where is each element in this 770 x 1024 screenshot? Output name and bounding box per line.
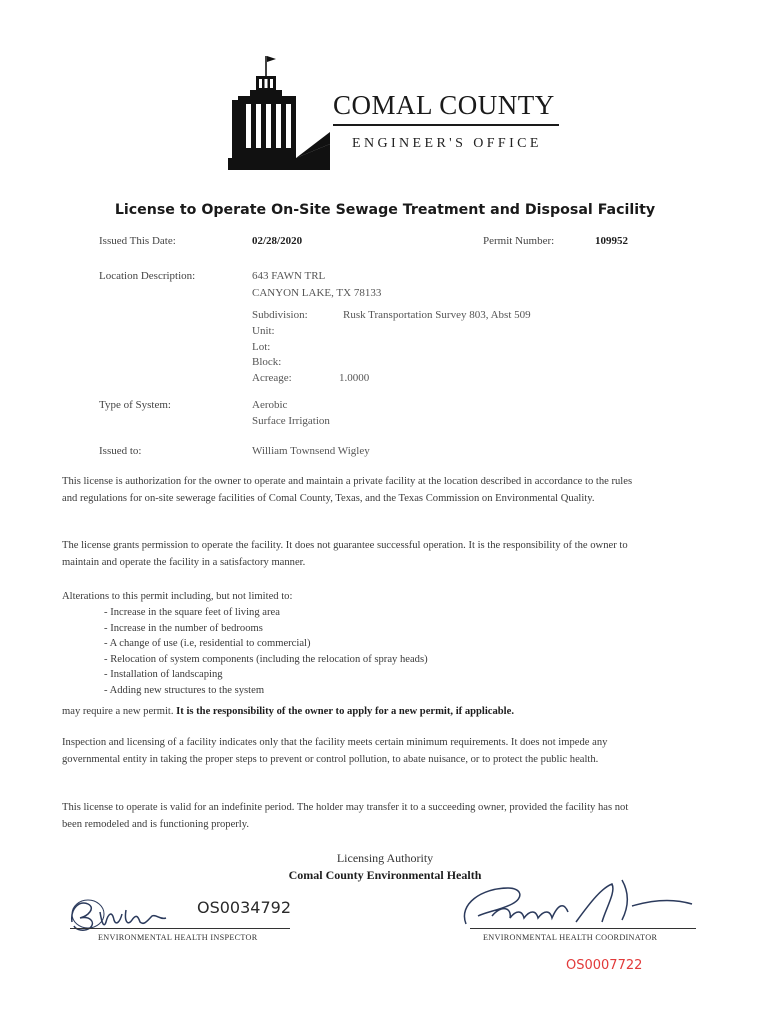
list-item: - A change of use (i.e, residential to commercial): [104, 636, 428, 652]
list-item: - Relocation of system components (including the relocation of spray heads): [104, 652, 428, 668]
document-title: License to Operate On-Site Sewage Treatment and Disposal Facility: [114, 202, 656, 218]
courthouse-logo-icon: [226, 52, 336, 176]
address-line2: CANYON LAKE, TX 78133: [252, 287, 382, 299]
validity-paragraph: This license to operate is valid for an indefinite period. The holder may transfer it to a succeeding owner, provided the facility has not been remodeled and is functioning properly.: [62, 802, 629, 830]
alterations-intro: Alterations to this permit including, but not limited to:: [62, 591, 293, 602]
list-item: - Increase in the number of bedrooms: [104, 621, 428, 637]
owner-responsibility-note: It is the responsibility of the owner to apply for a new permit, if applicable.: [176, 706, 514, 717]
office-name: ENGINEER'S OFFICE: [352, 136, 542, 151]
coordinator-code: OS0007722: [566, 958, 643, 973]
county-name: COMAL COUNTY: [333, 90, 555, 120]
block-label: Block:: [252, 356, 282, 368]
lot-label: Lot:: [252, 341, 271, 353]
coordinator-title: ENVIRONMENTAL HEALTH COORDINATOR: [483, 933, 658, 942]
alterations-list: [104, 605, 428, 699]
inspection-paragraph: Inspection and licensing of a facility indicates only that the facility meets certain minimum requirements. It does not impede any governmental entity in taking the proper steps to prevent or control pollution, to abate nuisance, or to protect the public health.: [62, 737, 608, 765]
acreage-value: 1.0000: [339, 372, 370, 384]
list-item: - Installation of landscaping: [104, 667, 428, 683]
subdivision-value: Rusk Transportation Survey 803, Abst 509: [343, 309, 531, 321]
system-type-label: Type of System:: [99, 399, 171, 411]
inspector-title: ENVIRONMENTAL HEALTH INSPECTOR: [98, 933, 258, 942]
coordinator-signature-line: [470, 928, 696, 929]
title-divider: [333, 124, 559, 126]
unit-label: Unit:: [252, 325, 275, 337]
permit-number-value: 109952: [595, 235, 628, 247]
system-type-line1: Aerobic: [252, 399, 288, 411]
permit-number-label: Permit Number:: [483, 235, 555, 247]
issued-date-label: Issued This Date:: [99, 235, 176, 247]
system-type-line2: Surface Irrigation: [252, 415, 330, 427]
inspector-signature-line: [70, 928, 290, 929]
issued-to-label: Issued to:: [99, 445, 142, 457]
authority-label: Licensing Authority: [336, 851, 434, 865]
address-line1: 643 FAWN TRL: [252, 270, 326, 282]
subdivision-label: Subdivision:: [252, 309, 308, 321]
issued-date-value: 02/28/2020: [252, 235, 303, 247]
location-label: Location Description:: [99, 270, 196, 282]
list-item: - Increase in the square feet of living area: [104, 605, 428, 621]
coordinator-signature-icon: [452, 864, 702, 944]
alterations-tail: [62, 704, 638, 721]
alterations-tail-text: may require a new permit.: [62, 706, 174, 717]
list-item: - Adding new structures to the system: [104, 683, 428, 699]
inspector-code: OS0034792: [197, 898, 292, 917]
issued-to-value: William Townsend Wigley: [252, 445, 370, 457]
authorization-paragraph: This license is authorization for the owner to operate and maintain a private facility at the location described in accordance to the rules and regulations for on-site sewerage facilities of Comal County, Texas, and the Texas Commission on Environmental Quality.: [62, 476, 633, 504]
inspector-signature-icon: [66, 886, 186, 938]
acreage-label: Acreage:: [252, 372, 292, 384]
authority-name: Comal County Environmental Health: [288, 868, 482, 882]
permission-paragraph: The license grants permission to operate the facility. It does not guarantee successful operation. It is the responsibility of the owner to maintain and operate the facility in a satisfactory manner.: [62, 540, 628, 568]
